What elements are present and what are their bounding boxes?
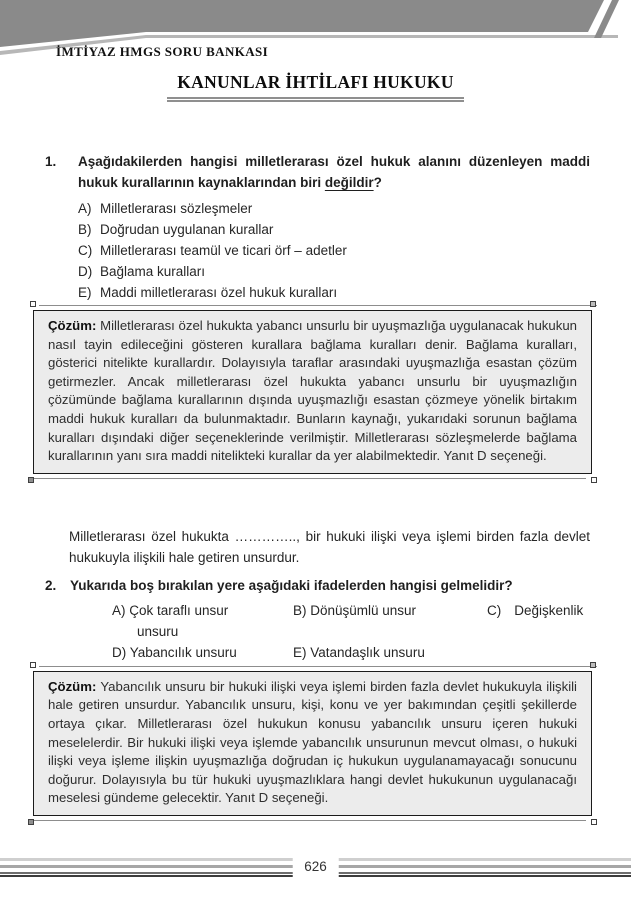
corner-pin-icon	[30, 662, 36, 668]
corner-pin-icon	[591, 477, 597, 483]
options-row-3	[112, 642, 549, 663]
page-footer	[0, 858, 631, 884]
solution-2-body: Yabancılık unsuru bir hukuki ilişki veya işlemi birden fazla devlet hukukuyla ilişkili hale getiren unsurdur. Yabancılık unsuru, kişi, konu ve yer bakımından çeşitli şekillerde ortaya çıkar. Milletlerarası özel hukukun konusu yabancılık unsuru içeren hukuki meselelerdir. Bir hukuki ilişki veya işlemde yabancılık unsurunun mevcut olması, o hukuki ilişki veya işleme ilişkin uyuşmazlığa doğrudan iç hukukun uygulanamayacağı sonucunu doğurur. Dolayısıyla bu tür hukuki uyuşmazlıklara hangi devlet hukukunun uygulanacağı meselesi gündeme gelecektir. Yanıt D seçeneği.	[48, 678, 577, 806]
option-c-label: C)	[487, 602, 502, 618]
option-b-label: B)	[78, 222, 92, 237]
corner-pin-icon	[590, 662, 596, 668]
question-1-stem	[45, 151, 590, 193]
options-row-1	[112, 600, 584, 621]
question-1	[45, 151, 590, 303]
solution-1-text	[48, 317, 577, 466]
question-2-text: Yukarıda boş bırakılan yere aşağıdaki ifadelerden hangisi gelmelidir?	[70, 577, 513, 593]
question-2-stem	[45, 575, 590, 596]
solution-1-body: Milletlerarası özel hukukta yabancı unsurlu bir uyuşmazlığa uygulanacak hukukun nasıl tayin edileceğini gösteren kurallara bağlama kuralları denir. Bağlama kuralları, gösterici nitelikte kurallardır. Dolayısıyla taraflar arasındaki uyuşmazlığa esastan çözüm getirmezler. Ancak milletlerarası özel hukukta yabancı unsurlu bir uyuşmazlığın çözümünde bağlama kurallarının dışında uyuşmazlığı esastan çözmeye yönelik birtakım maddi hukuk kuralları da bulunmaktadır. Bunların kaynağı, yukarıdaki sorunun bağlama kuralları dışındaki diğer seçeneklerinde verilmiştir. Milletlerarası sözleşmelerde bağlama kurallarının yanı sıra maddi nitelikteki kurallar da yer alabilmektedir. Yanıt D seçeneği.	[48, 318, 577, 464]
question-1-text-start: Aşağıdakilerden hangisi milletlerarası özel hukuk alanını düzenleyen maddi hukuk kurallarının kaynaklarından biri	[78, 154, 590, 190]
corner-pin-icon	[591, 819, 597, 825]
option-a-text: Milletlerarası sözleşmeler	[100, 201, 253, 216]
option-c-text: Milletlerarası teamül ve ticari örf – adetler	[100, 243, 347, 258]
option-c-label: C)	[78, 243, 93, 258]
corner-pin-icon	[28, 819, 34, 825]
option-b: B) Dönüşümlü unsur	[293, 602, 417, 618]
option-c-wrapped-word: unsuru	[137, 623, 179, 639]
chapter-title-row	[0, 72, 631, 102]
solution-2-text	[48, 678, 577, 808]
option-d-label: D)	[78, 264, 93, 279]
option-d: D) Yabancılık unsuru	[112, 644, 237, 660]
corner-pin-icon	[590, 301, 596, 307]
option-e	[78, 282, 590, 303]
question-2	[45, 575, 590, 663]
options-row-2	[112, 621, 549, 642]
option-c-text: Değişkenlik	[514, 602, 584, 618]
option-a-label: A)	[78, 201, 92, 216]
corner-pin-icon	[30, 301, 36, 307]
option-e: E) Vatandaşlık unsuru	[293, 644, 425, 660]
solution-2-label: Çözüm:	[48, 678, 97, 694]
chapter-title: KANUNLAR İHTİLAFI HUKUKU	[167, 72, 464, 102]
option-c	[78, 240, 590, 261]
option-a: A) Çok taraflı unsur	[112, 602, 229, 618]
option-d	[78, 261, 590, 282]
option-e-text: Maddi milletlerarası özel hukuk kuralları	[100, 285, 338, 300]
question-1-text-suffix: ?	[373, 175, 382, 190]
option-b-text: Doğrudan uygulanan kurallar	[100, 222, 274, 237]
question-1-text	[78, 151, 590, 193]
option-c	[487, 600, 583, 621]
options-row-3-spacer	[487, 642, 549, 663]
solution-1-label: Çözüm:	[48, 318, 97, 333]
page-number	[292, 855, 339, 879]
question-2-number: 2.	[45, 577, 57, 593]
question-1-number: 1.	[45, 154, 57, 169]
book-series-title: İMTİYAZ HMGS SORU BANKASI	[56, 44, 269, 59]
corner-pin-icon	[28, 477, 34, 483]
option-e-label: E)	[78, 285, 92, 300]
page-number-value: 626	[304, 859, 327, 874]
underlined-keyword: değildir	[324, 175, 374, 190]
question-1-options	[78, 198, 590, 303]
option-d-text: Bağlama kuralları	[100, 264, 206, 279]
question-2-options	[112, 600, 584, 663]
question-2-intro: Milletlerarası özel hukukta ………….., bir hukuki ilişki veya işlemi birden fazla devlet hukukuyla ilişkili hale getiren unsurdur.	[69, 528, 590, 565]
option-b	[78, 219, 590, 240]
option-a	[78, 198, 590, 219]
solution-box-1	[33, 310, 592, 474]
solution-box-2	[33, 671, 592, 816]
